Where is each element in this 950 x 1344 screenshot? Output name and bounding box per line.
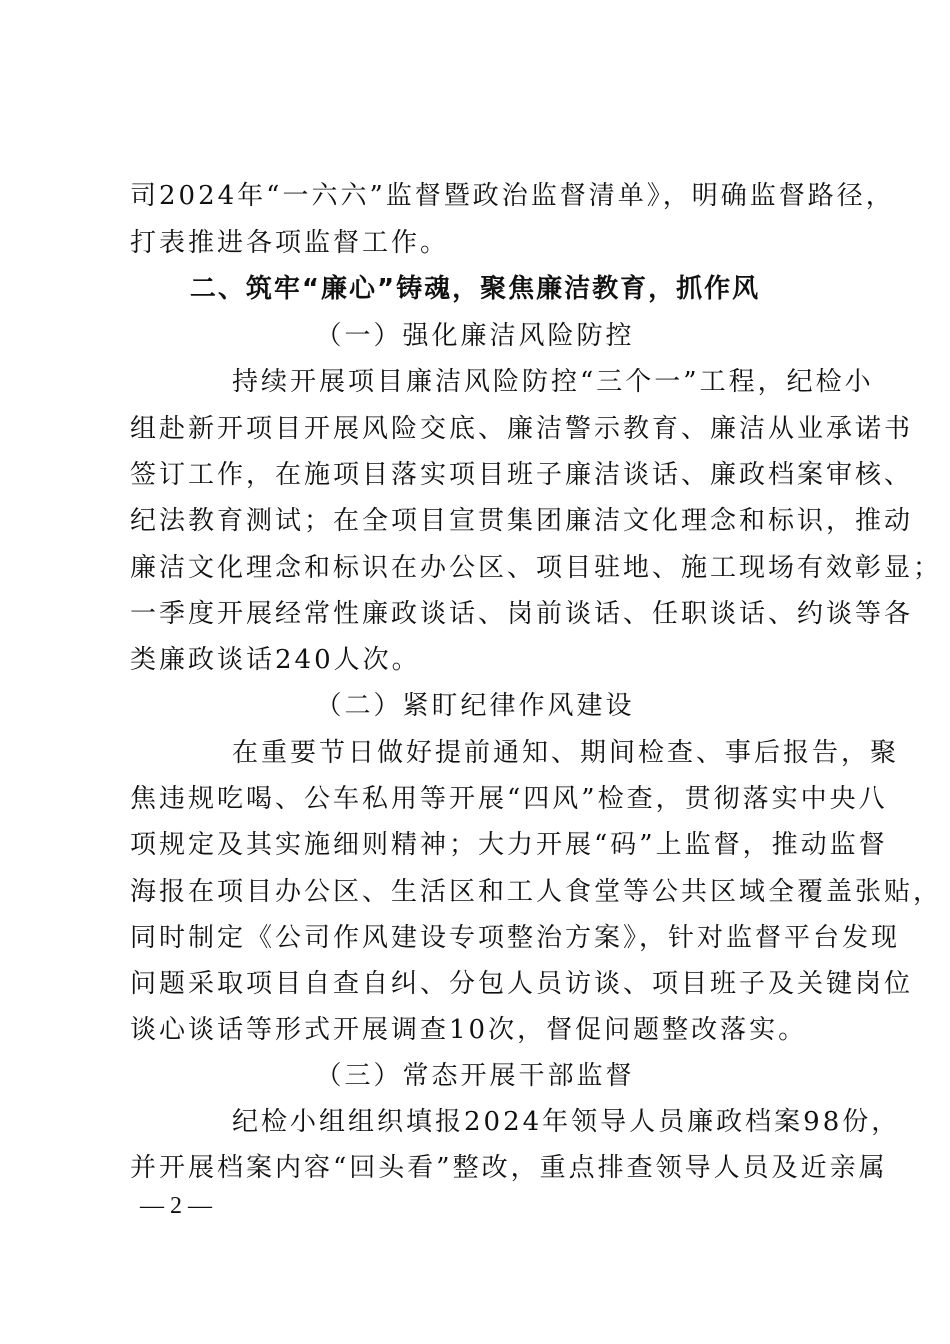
paragraph-line: 纪检小组组织填报2024年领导人员廉政档案98份， [232,1107,901,1137]
paragraph-line: 纪法教育测试；在全项目宣贯集团廉洁文化理念和标识，推动 [130,506,914,536]
paragraph-line: 签订工作，在施项目落实项目班子廉洁谈话、廉政档案审核、 [130,460,914,490]
paragraph-line: 类廉政谈话240人次。 [130,645,421,675]
paragraph-line: 谈心谈话等形式开展调查10次，督促问题整改落实。 [130,1015,808,1045]
paragraph-line: 同时制定《公司作风建设专项整治方案》，针对监督平台发现 [130,923,901,953]
subsection-heading: （三）常态开展干部监督 [315,1061,635,1091]
paragraph-line: 并开展档案内容“回头看”整改，重点排查领导人员及近亲属 [130,1153,888,1183]
paragraph-line: 一季度开展经常性廉政谈话、岗前谈话、任职谈话、约谈等各 [130,599,914,629]
subsection-heading: （一）强化廉洁风险防控 [315,321,635,351]
paragraph-line: 打表推进各项监督工作。 [130,228,450,258]
paragraph-line: 持续开展项目廉洁风险防控“三个一”工程，纪检小 [232,367,874,397]
paragraph-line: 廉洁文化理念和标识在办公区、项目驻地、施工现场有效彰显； [130,553,943,583]
subsection-heading: （二）紧盯纪律作风建设 [315,691,635,721]
paragraph-line: 项规定及其实施细则精神；大力开展“码”上监督，推动监督 [130,830,888,860]
paragraph-line: 焦违规吃喝、公车私用等开展“四风”检查，贯彻落实中央八 [130,784,888,814]
section-heading: 二、筑牢“廉心”铸魂，聚焦廉洁教育，抓作风 [189,274,761,304]
page-number: — 2 — [140,1193,212,1219]
paragraph-line: 司2024年“一六六”监督暨政治监督清单》，明确监督路径， [130,181,895,211]
paragraph-line: 问题采取项目自查自纠、分包人员访谈、项目班子及关键岗位 [130,969,914,999]
paragraph-line: 在重要节日做好提前通知、期间检查、事后报告，聚 [232,738,900,768]
paragraph-line: 海报在项目办公区、生活区和工人食堂等公共区域全覆盖张贴， [130,877,943,907]
paragraph-line: 组赴新开项目开展风险交底、廉洁警示教育、廉洁从业承诺书 [130,414,914,444]
